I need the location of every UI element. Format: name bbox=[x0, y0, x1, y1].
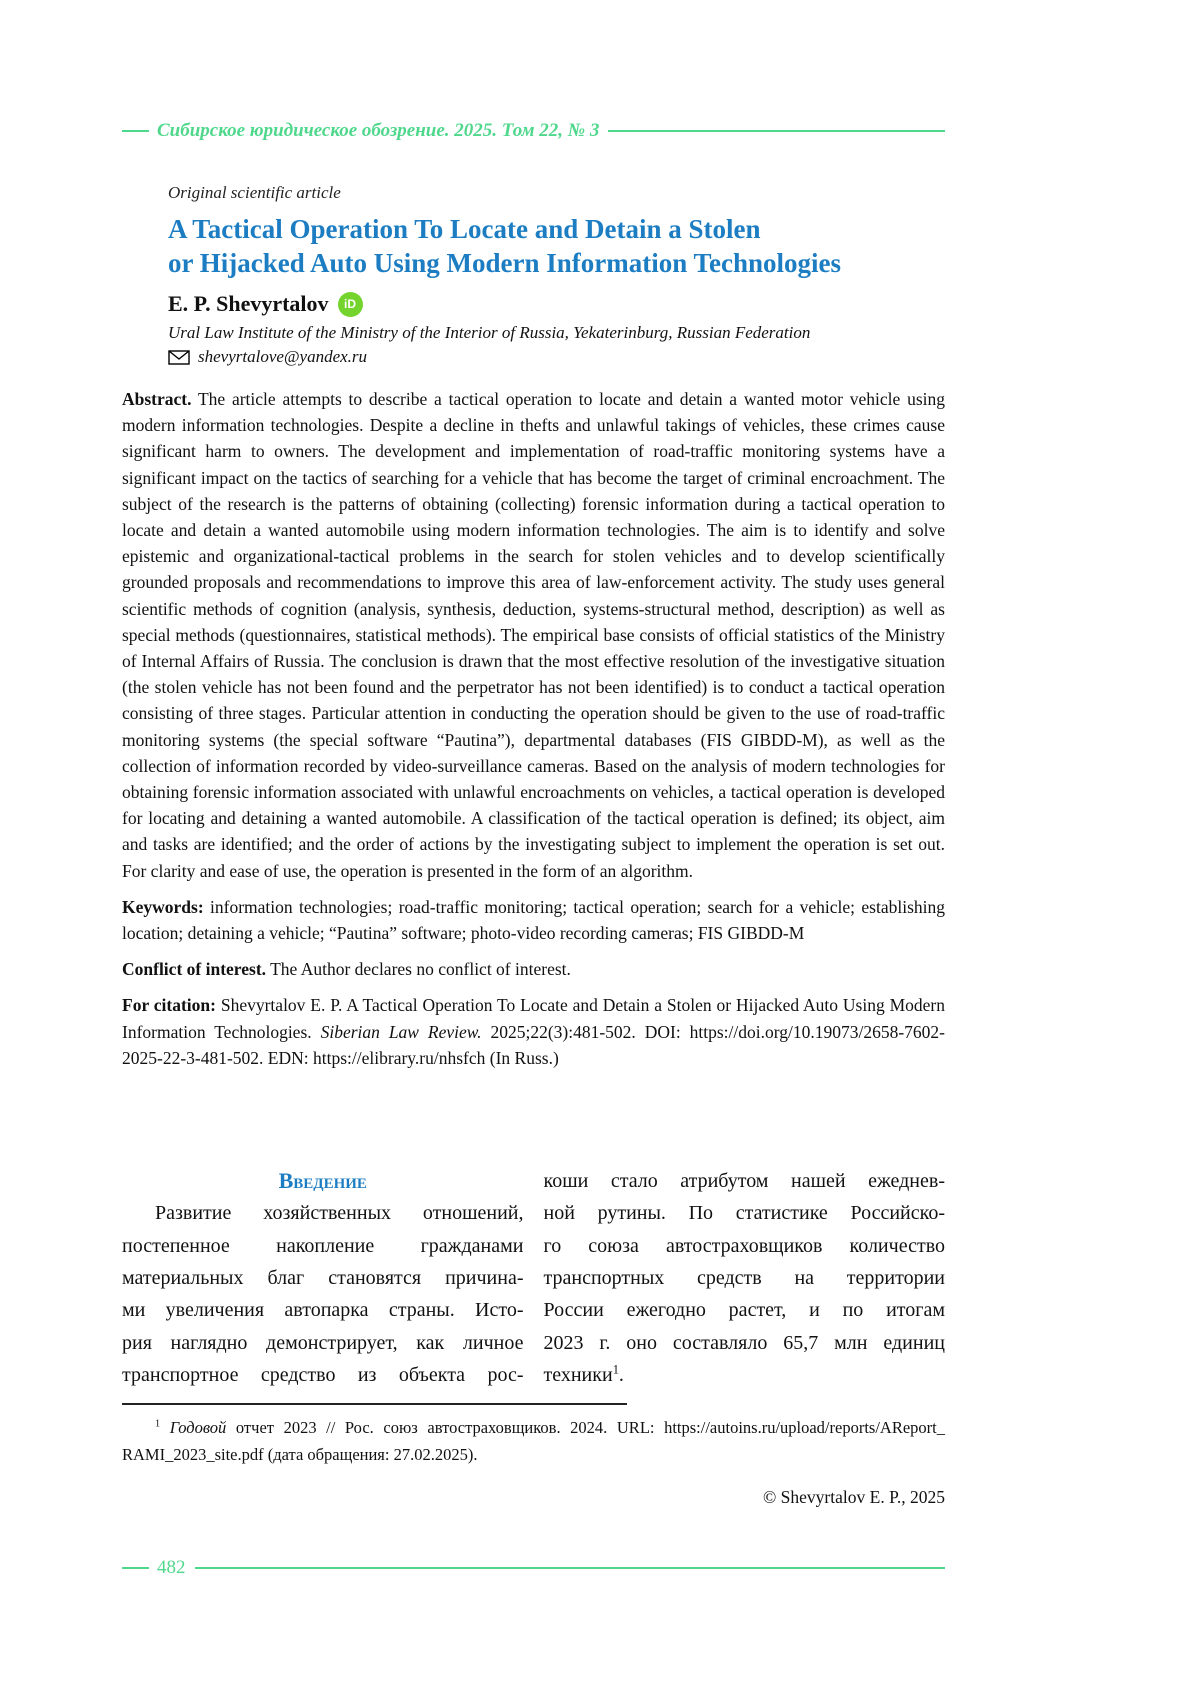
footnote-rule bbox=[122, 1403, 627, 1405]
footnote-area bbox=[122, 1403, 945, 1468]
article-title bbox=[168, 212, 945, 280]
page-number: 482 bbox=[157, 1557, 186, 1578]
intro-right-column bbox=[544, 1165, 946, 1391]
header-rule-left bbox=[122, 130, 149, 132]
section-heading-introduction: Введение bbox=[278, 1168, 367, 1194]
footnote-reference: 1 bbox=[612, 1362, 619, 1377]
article-title-line2: or Hijacked Auto Using Modern Information Technologies bbox=[168, 248, 842, 278]
article-title-line1: A Tactical Operation To Locate and Detain a Stolen bbox=[168, 214, 761, 244]
intro-text-line: материальных благ становятся причина- bbox=[122, 1266, 524, 1289]
citation-text-1: Shevyrtalov E. P. A Tactical Operation To Locate and Detain a Stolen or Hijacked Auto Using Modern Information Technologies. bbox=[122, 995, 945, 1042]
intro-text-line: транспортных средств на территории bbox=[543, 1266, 945, 1289]
citation-journal-italic: Siberian Law Review. bbox=[320, 1021, 482, 1042]
intro-last-word: техники bbox=[543, 1363, 613, 1386]
conflict-label: Conflict of interest. bbox=[122, 959, 267, 980]
intro-text-line: транспортное средство из объекта рос- bbox=[122, 1363, 524, 1386]
abstract-text: The article attempts to describe a tactical operation to locate and detain a wanted motor vehicle using modern information technologies. Despite a decline in thefts and unlawful takings of vehicles, these crimes cause significant harm to owners. The development and implementation of road-traffic monitoring systems have a significant impact on the tactics of searching for a vehicle that has become the target of criminal encroachment. The subject of the research is the patterns of obtaining (collecting) forensic information during a tactical operation to locate and detain a wanted automobile using modern information technologies. The aim is to identify and solve epistemic and organizational-tactical problems in the search for stolen vehicles and to develop scientifically grounded proposals and recommendations to improve this area of law-enforcement activity. The study uses general scientific methods of cognition (analysis, synthesis, deduction, systems-structural method, description) as well as special methods (questionnaires, statistical methods). The empirical base consists of official statistics of the Ministry of Internal Affairs of Russia. The conclusion is drawn that the most effective resolution of the investigative situation (the stolen vehicle has not been found and the perpetrator has not been identified) is to conduct a tactical operation consisting of three stages. Particular attention in conducting the operation should be given to the use of road-traffic monitoring systems (the special software “Pautina”), departmental databases (FIS GIBDD-M), as well as the collection of information recorded by video-surveillance cameras. Based on the analysis of modern technologies for obtaining forensic information associated with unlawful encroachments on vehicles, a tactical operation is developed for locating and detaining a wanted automobile. A classification of the tactical operation is defined; its object, aim and tasks are identified; and the order of actions by the investigating subject to implement the operation is set out. For clarity and ease of use, the operation is presented in the form of an algorithm. bbox=[122, 389, 945, 881]
conflict-text: The Author declares no conflict of interest. bbox=[270, 959, 571, 980]
running-foot bbox=[122, 1558, 945, 1578]
journal-title: Сибирское юридическое обозрение. 2025. Том 22, № 3 bbox=[157, 120, 600, 141]
email-address[interactable]: shevyrtalove@yandex.ru bbox=[198, 347, 368, 366]
keywords-paragraph bbox=[122, 894, 945, 946]
keywords-label: Keywords: bbox=[122, 896, 204, 917]
intro-text-line: постепенное накопление гражданами bbox=[122, 1234, 524, 1257]
intro-text-line: ми увеличения автопарка страны. Исто- bbox=[122, 1299, 524, 1322]
abstract-label: Abstract. bbox=[122, 389, 192, 409]
footnote-line-2: RAMI_2023_site.pdf (дата обращения: 27.02.2025). bbox=[122, 1445, 478, 1465]
author-row bbox=[168, 290, 945, 318]
intro-text-line: рия наглядно демонстрирует, как личное bbox=[122, 1331, 524, 1354]
running-head bbox=[122, 0, 945, 141]
intro-text-line: России ежегодно растет, и по итогам bbox=[543, 1299, 945, 1322]
footnote-text: отчет 2023 // Рос. союз автостраховщиков. 2024. URL: https://autoins.ru/upload/reports/AReport_ bbox=[226, 1418, 945, 1438]
footer-rule-right bbox=[195, 1567, 946, 1569]
abstract-paragraph bbox=[122, 386, 945, 884]
copyright-line: © Shevyrtalov E. P., 2025 bbox=[763, 1487, 945, 1508]
citation-text-2: 2025;22(3):481-502. DOI: https://doi.org/10.19073/2658-7602-2025-22-3-481-502. EDN: https://elibrary.ru/nhsfch (In Russ.) bbox=[122, 1021, 945, 1068]
affiliation: Ural Law Institute of the Ministry of the Interior of Russia, Yekaterinburg, Russian Federation bbox=[168, 323, 811, 342]
intro-text-line: 2023 г. оно составляло 65,7 млн единиц bbox=[543, 1331, 945, 1354]
citation-paragraph bbox=[122, 992, 945, 1071]
intro-left-column bbox=[122, 1165, 524, 1391]
envelope-icon bbox=[168, 350, 190, 365]
intro-text-line: коши стало атрибутом нашей ежеднев- bbox=[543, 1170, 945, 1193]
keywords-text: information technologies; road-traffic monitoring; tactical operation; search for a vehicle; establishing location; detaining a vehicle; “Pautina” software; photo-video recording cameras; FIS GIBDD-M bbox=[122, 896, 945, 944]
orcid-icon[interactable]: iD bbox=[338, 292, 363, 317]
email-row bbox=[168, 345, 945, 369]
intro-last-period: . bbox=[618, 1363, 624, 1386]
footnote-marker: 1 bbox=[155, 1418, 161, 1430]
intro-text-last-line bbox=[544, 1359, 946, 1391]
conflict-paragraph bbox=[122, 956, 945, 982]
author-name: E. P. Shevyrtalov bbox=[168, 291, 329, 316]
header-rule-right bbox=[608, 130, 945, 132]
citation-label: For citation: bbox=[122, 995, 216, 1016]
footnote-italic-lead: Годовой bbox=[169, 1418, 227, 1438]
intro-text-line: ной рутины. По статистике Российско- bbox=[543, 1202, 945, 1225]
introduction-section bbox=[122, 1165, 945, 1391]
footer-rule-left bbox=[122, 1567, 149, 1569]
front-matter bbox=[168, 182, 945, 369]
intro-text-line: Развитие хозяйственных отношений, bbox=[155, 1202, 524, 1225]
article-type-label: Original scientific article bbox=[168, 183, 341, 202]
footnote-line-1 bbox=[122, 1414, 945, 1441]
intro-text-line: го союза автостраховщиков количество bbox=[543, 1234, 945, 1257]
